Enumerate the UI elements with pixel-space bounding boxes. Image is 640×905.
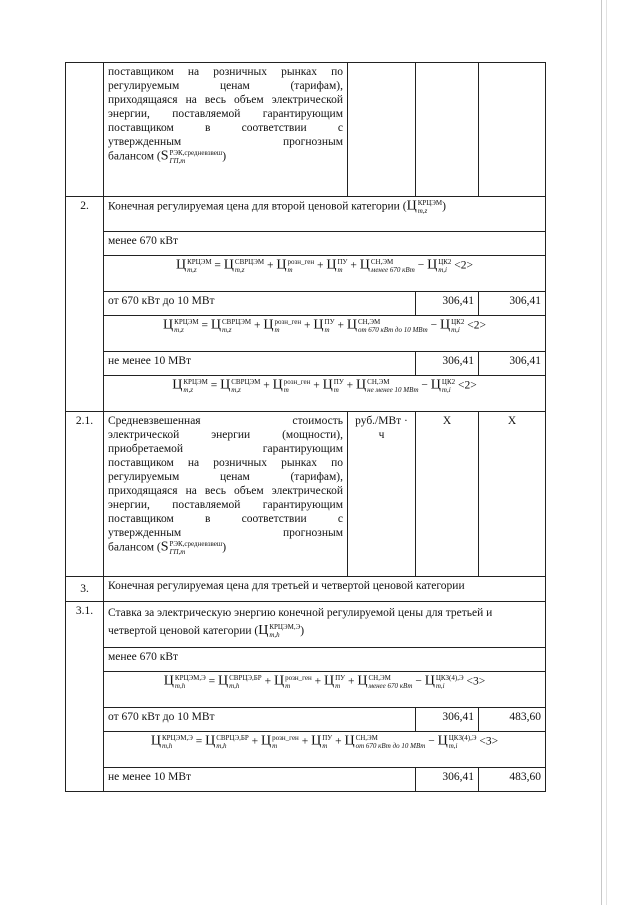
symbol-indices [337, 258, 347, 274]
symbol-superscript: КРЦЭМ [187, 258, 212, 266]
table-row-formula [66, 732, 546, 768]
description-cell [104, 412, 348, 577]
formula-symbol: Ц [406, 198, 417, 214]
text-line: энергии, поставляемой гарантирующим [108, 108, 343, 120]
value-cell: 483,60 [479, 768, 546, 792]
formula-symbol: Ц [326, 257, 337, 273]
formula-symbol: Ц [223, 257, 234, 273]
page-edge-line [601, 0, 602, 905]
symbol-subscript: m,z [234, 266, 245, 274]
symbol-superscript: ПУ [335, 674, 346, 682]
formula-symbol: Ц [311, 733, 322, 749]
formula-symbol: Ц [437, 733, 448, 749]
value-cell: 306,41 [479, 292, 546, 316]
formula-symbol: Ц [346, 317, 357, 333]
symbol-subscript: m,z [417, 207, 428, 215]
symbol-superscript: ПУ [324, 318, 335, 326]
symbol-superscript: ЦК2 [438, 258, 452, 266]
formula-symbol: Ц [272, 377, 283, 393]
symbol-subscript: m,i [451, 326, 460, 334]
formula-symbol: Ц [439, 317, 451, 333]
symbol-indices [235, 258, 264, 274]
formula-symbol: Ц [220, 377, 231, 393]
text-line: поставщиком в соответствии с [108, 122, 343, 134]
table-row-tier [66, 768, 546, 792]
formula-tag: <2> [467, 319, 486, 332]
symbol-subscript: ГП,m [169, 548, 186, 556]
text-line: электрической энергии (мощности), [108, 429, 343, 441]
formula-symbol: Ц [424, 673, 435, 689]
symbol-indices [231, 378, 260, 394]
symbol-subscript: от 670 кВт до 10 МВт [357, 326, 428, 334]
table-row-formula [66, 316, 546, 352]
symbol-indices [335, 674, 345, 690]
value-cell: 306,41 [416, 352, 479, 376]
table-row-tier [66, 708, 546, 732]
value-cell: 306,41 [416, 708, 479, 732]
symbol-subscript: ГП,m [169, 157, 186, 165]
formula-symbol: Ц [150, 733, 161, 749]
formula-symbol: S [160, 539, 169, 555]
symbol-subscript: m,i [448, 742, 458, 750]
symbol-subscript: m [287, 266, 293, 274]
tier-label-cell: менее 670 кВт [104, 232, 546, 256]
symbol-subscript: m [337, 266, 343, 274]
symbol-indices [216, 734, 249, 750]
tier-label-cell: не менее 10 МВт [104, 768, 416, 792]
symbol-superscript: СН,ЭМ [357, 318, 381, 326]
symbol-superscript: розн_ген [287, 258, 315, 266]
value-cell [479, 63, 546, 197]
text-line-with-symbol: балансом (S РЭК,средневзвеш ГП,m ) [108, 539, 227, 556]
symbol-indices [322, 734, 332, 750]
table-row-2 [66, 197, 546, 232]
symbol-indices [229, 674, 262, 690]
table-row-3-1 [66, 602, 546, 648]
table-row-tier [66, 352, 546, 376]
tier-label-cell: от 670 кВт до 10 МВт [104, 292, 416, 316]
symbol-indices [287, 258, 314, 274]
text-line: утвержденным прогнозным [108, 527, 343, 539]
symbol-superscript: СВРЦЭМ [231, 378, 261, 386]
symbol-indices [367, 378, 418, 394]
symbol-indices [418, 199, 442, 215]
formula-symbol: Ц [258, 623, 269, 638]
text-line: балансом [108, 541, 154, 554]
text-line: приходящаяся на весь объем электрической [108, 94, 343, 106]
formula-symbol: Ц [172, 377, 183, 393]
formula-tag: <3> [466, 675, 486, 688]
formula-cell: Ц КРЦЭМ,Э m,h = Ц СВРЦЭ,БР m,h + Ц розн_ген m + Ц ПУ m + Ц СН,ЭМ от 670 кВт до 10 МВт − Ц ЦКЗ(4),Э m,i <3> [104, 732, 546, 768]
symbol-superscript: СН,ЭМ [370, 258, 394, 266]
text-line: энергии, поставляемой гарантирующим [108, 499, 343, 511]
symbol-superscript: ЦКЗ(4),Э [435, 674, 464, 682]
formula-symbol: Ц [163, 673, 174, 689]
table-row-formula [66, 376, 546, 412]
symbol-indices [269, 623, 300, 639]
description-cell [104, 63, 348, 197]
symbol-subscript: m,i [435, 682, 445, 690]
text-line: балансом [108, 150, 154, 163]
symbol-superscript: розн_ген [283, 378, 311, 386]
symbol-indices [285, 674, 312, 690]
table-row-tier [66, 232, 546, 256]
tier-label-cell: не менее 10 МВт [104, 352, 416, 376]
formula-cell: Ц КРЦЭМ,Э m,h = Ц СВРЦЭ,БР m,h + Ц розн_ген m + Ц ПУ m + Ц СН,ЭМ менее 670 кВт − Ц ЦКЗ(4),Э m,i <3> [104, 672, 546, 708]
symbol-subscript: m,h [174, 682, 186, 690]
section-title-cell: Ставка за электрическую энергию конечной регулируемой цены для третьей и четвертой ценовой категории (Ц КРЦЭМ,Э m,h ) [104, 602, 546, 648]
symbol-subscript: m [285, 682, 291, 690]
value-cell: 306,41 [479, 352, 546, 376]
symbol-subscript: m,z [187, 266, 197, 274]
symbol-subscript: m,z [222, 326, 232, 334]
symbol-subscript: m,z [174, 326, 184, 334]
formula-symbol: Ц [323, 673, 335, 689]
section-title: Ставка за электрическую энергию конечной регулируемой цены для третьей и четвертой ценовой категории [108, 607, 493, 637]
formula-tag: <2> [454, 259, 474, 272]
unit-cell: руб./МВт · ч [348, 412, 416, 577]
section-title: Конечная регулируемая цена для второй ценовой категории [108, 200, 400, 213]
symbol-indices [284, 378, 311, 394]
formula-symbol: Ц [273, 673, 285, 689]
section-title-cell: Конечная регулируемая цена для второй ценовой категории (Ц КРЦЭМ m,z ) [104, 197, 546, 232]
formula-symbol: Ц [356, 377, 367, 393]
table-row-tier [66, 648, 546, 672]
text-line: Средневзвешенная стоимость [108, 415, 343, 427]
formula-symbol: Ц [430, 377, 441, 393]
symbol-superscript: КРЦЭМ,Э [174, 674, 206, 682]
value-cell [416, 63, 479, 197]
symbol-superscript: ПУ [322, 734, 333, 742]
symbol-subscript: m,h [161, 742, 173, 750]
symbol-subscript: m,z [231, 386, 241, 394]
formula-symbol: Ц [218, 673, 229, 689]
symbol-indices [275, 318, 302, 334]
symbol-indices [358, 318, 428, 334]
formula-cell: Ц КРЦЭМ m,z = Ц СВРЦЭМ m,z + Ц розн_ген m + Ц ПУ m + Ц СН,ЭМ от 670 кВт до 10 МВт − Ц ЦК2 m,i <2> [104, 316, 546, 352]
symbol-subscript: m [333, 386, 339, 394]
symbol-superscript: СН,ЭМ [368, 674, 391, 682]
symbol-superscript: РЭК,средневзвеш [169, 540, 223, 548]
text-line: приходящаяся на весь объем электрической [108, 485, 343, 497]
symbol-superscript: ЦК2 [441, 378, 456, 386]
row-number-cell: 3. [66, 577, 104, 602]
symbol-subscript: m [322, 742, 328, 750]
symbol-superscript: СВРЦЭМ [234, 258, 265, 266]
symbol-indices [451, 318, 464, 334]
formula-symbol: Ц [427, 257, 438, 273]
tariff-table [65, 62, 546, 792]
symbol-subscript: m [324, 326, 330, 334]
symbol-superscript: РЭК,средневзвеш [169, 149, 223, 157]
symbol-indices [325, 318, 335, 334]
symbol-subscript: не менее 10 МВт [367, 386, 419, 394]
text-line: регулируемым ценам (тарифам), [108, 80, 343, 92]
text-line: приобретаемой гарантирующим [108, 443, 343, 455]
value-cell: 483,60 [479, 708, 546, 732]
text-line: утвержденным прогнозным [108, 136, 343, 148]
row-number-cell: 3.1. [66, 602, 104, 792]
formula-symbol: Ц [344, 733, 355, 749]
symbol-indices [436, 674, 464, 690]
symbol-superscript: СВРЦЭМ [222, 318, 252, 326]
symbol-indices [187, 258, 211, 274]
symbol-indices [183, 378, 207, 394]
symbol-subscript: менее 670 кВт [370, 266, 415, 274]
symbol-superscript: розн_ген [272, 734, 299, 742]
value-cell: 306,41 [416, 768, 479, 792]
formula-symbol: Ц [261, 733, 272, 749]
symbol-subscript: m,h [216, 742, 227, 750]
value-cell: X [416, 412, 479, 577]
symbol-indices [449, 734, 477, 750]
symbol-indices [169, 149, 222, 165]
formula-symbol: Ц [359, 257, 370, 273]
symbol-indices [272, 734, 299, 750]
text-line: поставщиком на розничных рынках по [108, 66, 343, 78]
table-row-3 [66, 577, 546, 602]
symbol-superscript: КРЦЭМ [417, 199, 443, 207]
text-line-with-symbol: балансом (S РЭК,средневзвеш ГП,m ) [108, 148, 227, 165]
symbol-subscript: от 670 кВт до 10 МВт [355, 742, 426, 750]
symbol-subscript: m [272, 742, 278, 750]
text-line: поставщиком на розничных рынках по [108, 457, 343, 469]
symbol-indices [175, 674, 206, 690]
symbol-superscript: КРЦЭМ [183, 378, 208, 386]
symbol-superscript: розн_ген [274, 318, 302, 326]
formula-cell: Ц КРЦЭМ m,z = Ц СВРЦЭМ m,z + Ц розн_ген m + Ц ПУ m + Ц СН,ЭМ не менее 10 МВт − Ц ЦК2 m,i <2> [104, 376, 546, 412]
table-row-formula [66, 672, 546, 708]
symbol-superscript: СН,ЭМ [367, 378, 390, 386]
value-cell: X [479, 412, 546, 577]
symbol-indices [169, 540, 222, 556]
symbol-indices [438, 258, 451, 274]
formula-tag: <2> [458, 379, 477, 392]
section-title-cell: Конечная регулируемая цена для третьей и четвертой ценовой категории [104, 577, 546, 602]
symbol-subscript: m [283, 386, 289, 394]
table-row-continuation [66, 63, 546, 197]
symbol-indices [356, 734, 426, 750]
table-row-2-1 [66, 412, 546, 577]
formula-symbol: Ц [163, 317, 174, 333]
symbol-superscript: КРЦЭМ [174, 318, 199, 326]
symbol-subscript: m,i [441, 386, 451, 394]
formula-symbol: Ц [313, 317, 324, 333]
symbol-indices [369, 674, 413, 690]
formula-symbol: Ц [175, 257, 187, 273]
formula-symbol: S [160, 148, 169, 164]
table-row-formula [66, 256, 546, 292]
symbol-subscript: m [335, 682, 341, 690]
symbol-subscript: m,h [269, 631, 280, 640]
formula-tag: <3> [479, 735, 499, 748]
symbol-superscript: СН,ЭМ [355, 734, 378, 742]
symbol-superscript: ЦК2 [451, 318, 465, 326]
symbol-indices [174, 318, 198, 334]
formula-cell: Ц КРЦЭМ m,z = Ц СВРЦЭМ m,z + Ц розн_ген m + Ц ПУ m + Ц СН,ЭМ менее 670 кВт − Ц ЦК2 m,i <2> [104, 256, 546, 292]
formula-symbol: Ц [205, 733, 216, 749]
symbol-indices [371, 258, 415, 274]
row-number-cell: 2.1. [66, 412, 104, 577]
symbol-subscript: менее 670 кВт [368, 682, 413, 690]
text-line: регулируемым ценам (тарифам), [108, 471, 343, 483]
symbol-indices [222, 318, 251, 334]
formula-symbol: Ц [322, 377, 333, 393]
formula-symbol: Ц [263, 317, 274, 333]
table-row-tier [66, 292, 546, 316]
symbol-subscript: m,z [183, 386, 193, 394]
row-number-cell: 2. [66, 197, 104, 412]
unit-cell [348, 63, 416, 197]
symbol-superscript: СВРЦЭ,БР [216, 734, 249, 742]
text-line: поставщиком в соответствии с [108, 513, 343, 525]
symbol-superscript: ЦКЗ(4),Э [448, 734, 477, 742]
symbol-superscript: ПУ [337, 258, 348, 266]
symbol-indices [162, 734, 193, 750]
formula-symbol: Ц [276, 257, 287, 273]
tier-label-cell: от 670 кВт до 10 МВт [104, 708, 416, 732]
tier-label-cell: менее 670 кВт [104, 648, 546, 672]
symbol-subscript: m [274, 326, 280, 334]
symbol-indices [334, 378, 344, 394]
page-edge-line-secondary [606, 0, 607, 905]
symbol-superscript: ПУ [333, 378, 344, 386]
symbol-superscript: КРЦЭМ,Э [161, 734, 193, 742]
symbol-superscript: розн_ген [285, 674, 312, 682]
symbol-subscript: m,i [438, 266, 447, 274]
formula-symbol: Ц [210, 317, 221, 333]
symbol-subscript: m,h [229, 682, 240, 690]
formula-symbol: Ц [357, 673, 368, 689]
value-cell: 306,41 [416, 292, 479, 316]
symbol-indices [442, 378, 455, 394]
symbol-superscript: КРЦЭМ,Э [269, 623, 301, 632]
row-number-cell [66, 63, 104, 197]
symbol-superscript: СВРЦЭ,БР [229, 674, 262, 682]
